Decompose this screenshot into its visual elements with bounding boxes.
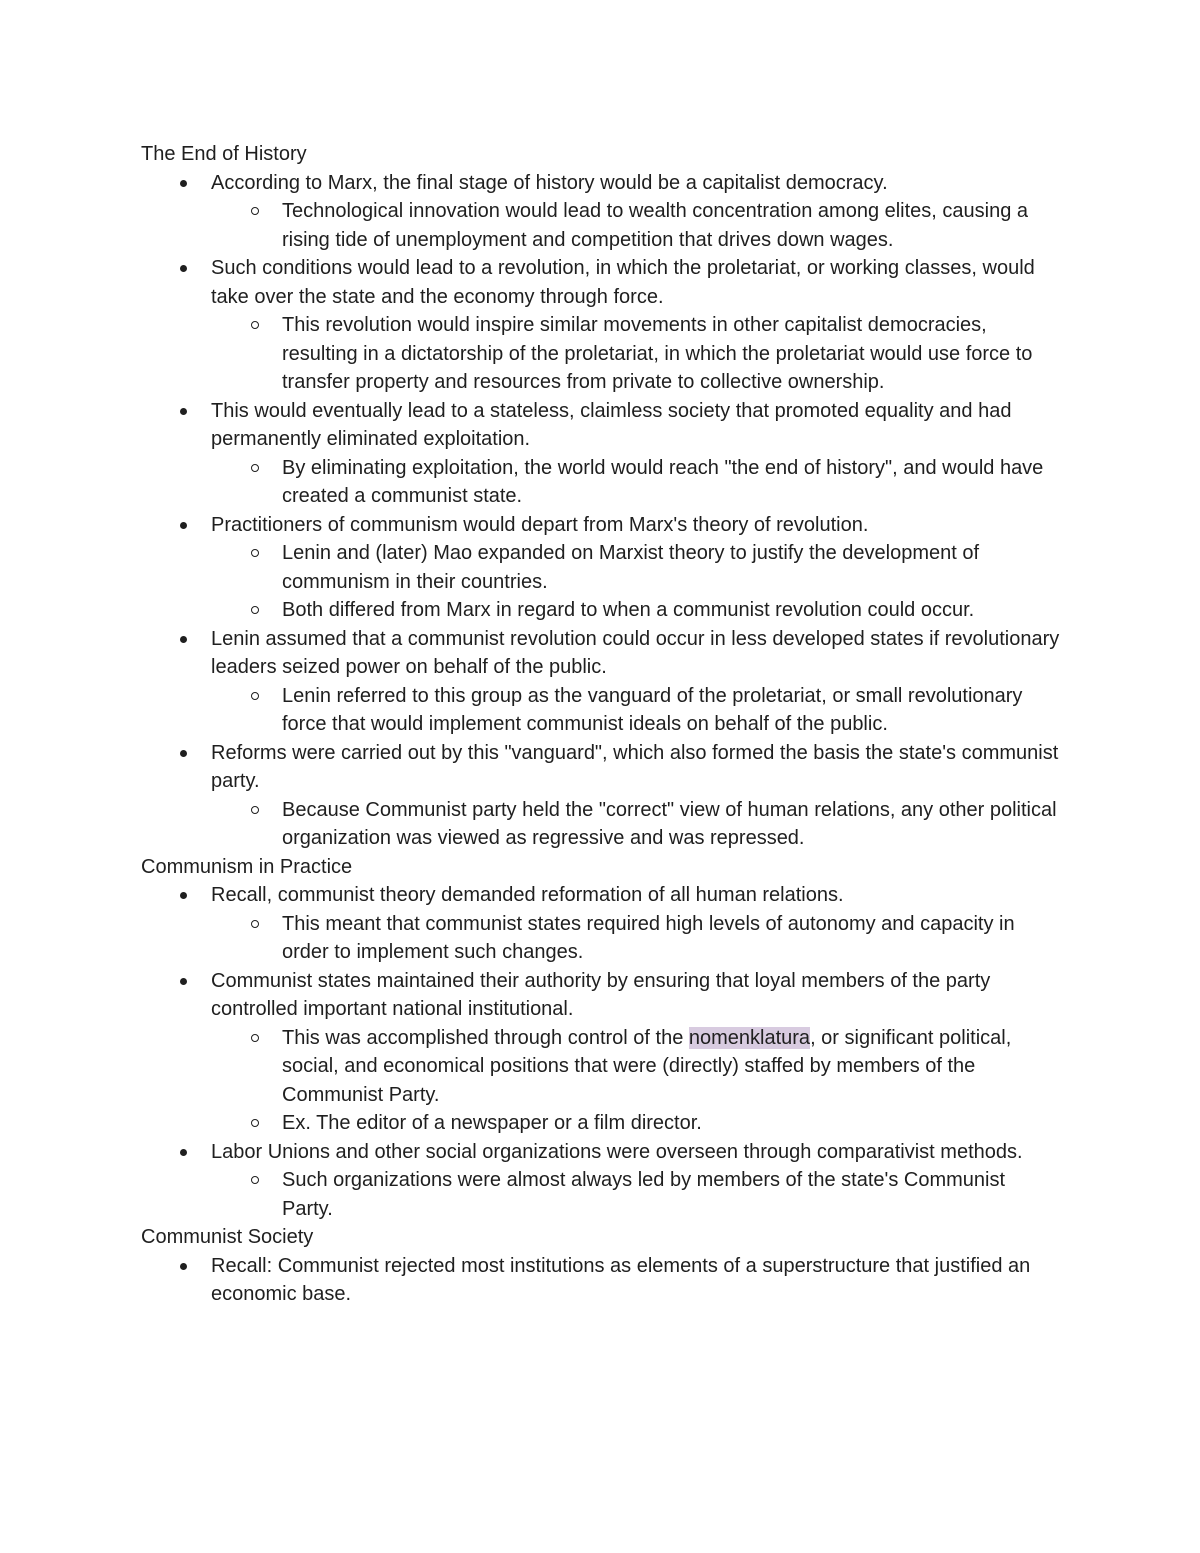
bullet-text: Lenin assumed that a communist revolution could occur in less developed states if revolutionary leaders seized power on behalf of the public. bbox=[211, 627, 1060, 678]
section-heading: Communism in Practice bbox=[141, 855, 353, 878]
sub-bullet-list bbox=[211, 796, 1061, 853]
sub-bullet-list bbox=[211, 910, 1061, 967]
sub-bullet-item: Ex. The editor of a newspaper or a film director. bbox=[282, 1109, 1061, 1138]
bullet-item bbox=[211, 1252, 1061, 1309]
bullet-text: Recall, communist theory demanded reformation of all human relations. bbox=[211, 884, 844, 906]
sub-bullet-list bbox=[211, 539, 1061, 625]
bullet-item bbox=[211, 397, 1061, 511]
sub-bullet-text-before: This was accomplished through control of the bbox=[282, 1026, 689, 1049]
section-heading: The End of History bbox=[141, 143, 307, 165]
sub-bullet-list bbox=[211, 197, 1061, 254]
bullet-item bbox=[211, 967, 1061, 1138]
sub-bullet-list bbox=[211, 1024, 1061, 1138]
sub-bullet-item: Such organizations were almost always led by members of the state's Communist Party. bbox=[282, 1166, 1061, 1223]
bullet-item bbox=[211, 625, 1061, 739]
bullet-item bbox=[211, 881, 1061, 967]
sub-bullet-item bbox=[282, 1024, 1061, 1110]
bullet-text: Reforms were carried out by this "vanguard", which also formed the basis the state's communist party. bbox=[211, 741, 1059, 792]
section-end-of-history bbox=[141, 140, 1061, 853]
bullet-item bbox=[211, 1138, 1061, 1224]
sub-bullet-item: Technological innovation would lead to wealth concentration among elites, causing a rising tide of unemployment and competition that drives down wages. bbox=[282, 197, 1061, 254]
section-communist-society bbox=[141, 1223, 1061, 1309]
bullet-text: Practitioners of communism would depart from Marx's theory of revolution. bbox=[211, 513, 869, 536]
bullet-item bbox=[211, 511, 1061, 625]
bullet-text: Communist states maintained their authority by ensuring that loyal members of the party controlled important national institutional. bbox=[211, 969, 991, 1020]
sub-bullet-list bbox=[211, 454, 1061, 511]
bullet-item bbox=[211, 739, 1061, 853]
sub-bullet-item: Lenin referred to this group as the vanguard of the proletariat, or small revolutionary force that would implement communist ideals on behalf of the public. bbox=[282, 682, 1061, 739]
sub-bullet-text-after: , or significant political, social, and economical positions that were (directly) staffed by members of the Communist Party. bbox=[282, 1026, 1012, 1106]
document-content bbox=[141, 140, 1061, 1309]
bullet-item bbox=[211, 254, 1061, 397]
bullet-list bbox=[141, 169, 1061, 853]
sub-bullet-item: This revolution would inspire similar movements in other capitalist democracies, resulting in a dictatorship of the proletariat, in which the proletariat would use force to transfer property and resources from private to collective ownership. bbox=[282, 311, 1061, 397]
sub-bullet-item: Lenin and (later) Mao expanded on Marxist theory to justify the development of communism in their countries. bbox=[282, 539, 1061, 596]
sub-bullet-list bbox=[211, 682, 1061, 739]
sub-bullet-item: By eliminating exploitation, the world would reach "the end of history", and would have created a communist state. bbox=[282, 454, 1061, 511]
sub-bullet-list bbox=[211, 311, 1061, 397]
sub-bullet-list bbox=[211, 1166, 1061, 1223]
bullet-text: Labor Unions and other social organizations were overseen through comparativist methods. bbox=[211, 1140, 1023, 1163]
sub-bullet-item: This meant that communist states required high levels of autonomy and capacity in order to implement such changes. bbox=[282, 910, 1061, 967]
sub-bullet-item: Because Communist party held the "correct" view of human relations, any other political organization was viewed as regressive and was repressed. bbox=[282, 796, 1061, 853]
bullet-text: This would eventually lead to a stateless, claimless society that promoted equality and had permanently eliminated exploitation. bbox=[211, 399, 1012, 450]
section-communism-in-practice bbox=[141, 853, 1061, 1224]
sub-bullet-item: Both differed from Marx in regard to when a communist revolution could occur. bbox=[282, 596, 1061, 625]
bullet-item bbox=[211, 169, 1061, 255]
section-heading: Communist Society bbox=[141, 1226, 314, 1248]
bullet-list bbox=[141, 881, 1061, 1223]
bullet-text: According to Marx, the final stage of history would be a capitalist democracy. bbox=[211, 171, 888, 194]
bullet-list bbox=[141, 1252, 1061, 1309]
highlighted-term: nomenklatura bbox=[688, 1026, 811, 1049]
bullet-text: Recall: Communist rejected most institutions as elements of a superstructure that justified an economic base. bbox=[211, 1254, 1031, 1305]
bullet-text: Such conditions would lead to a revolution, in which the proletariat, or working classes, would take over the state and the economy through force. bbox=[211, 257, 1035, 308]
